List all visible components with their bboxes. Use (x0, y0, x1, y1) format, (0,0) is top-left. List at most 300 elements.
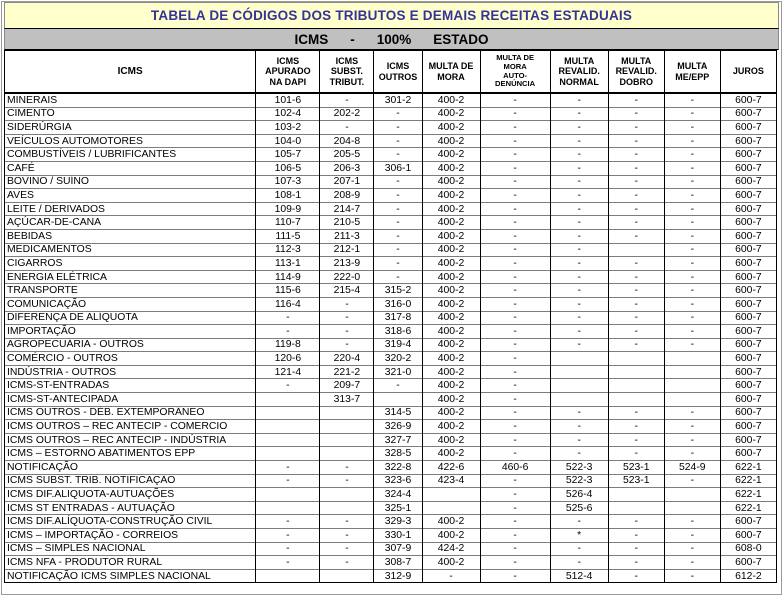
column-header-multa-revalid-dobro (608, 51, 664, 94)
code-cell (256, 501, 320, 515)
code-cell: 600-7 (720, 216, 776, 230)
code-cell: - (480, 93, 550, 107)
code-cell: - (550, 93, 608, 107)
table-row (5, 284, 777, 298)
code-cell: - (480, 352, 550, 366)
code-cell: 622-1 (720, 461, 776, 475)
code-cell: 220-4 (320, 352, 374, 366)
code-cell: 400-2 (422, 447, 480, 461)
code-cell: - (550, 189, 608, 203)
code-cell (608, 488, 664, 502)
code-cell: - (664, 297, 720, 311)
code-cell: - (256, 379, 320, 393)
code-cell: 103-2 (256, 121, 320, 135)
row-label: ICMS OUTROS – REC ANTECIP - INDÚSTRIA (5, 433, 256, 447)
column-header-line: NORMAL (559, 76, 599, 87)
table-row (5, 488, 777, 502)
codes-table (4, 50, 777, 583)
code-cell: - (480, 148, 550, 162)
column-header-line: ICMS (386, 61, 410, 72)
code-cell: - (608, 420, 664, 434)
code-cell: 214-7 (320, 202, 374, 216)
column-header-line: ICMS (276, 56, 300, 67)
code-cell: 306-1 (374, 161, 422, 175)
code-cell: 600-7 (720, 311, 776, 325)
table-row (5, 134, 777, 148)
code-cell: - (664, 433, 720, 447)
code-cell: - (608, 529, 664, 543)
code-cell (664, 501, 720, 515)
code-cell: - (480, 474, 550, 488)
code-cell: 512-4 (550, 569, 608, 583)
code-cell: - (320, 325, 374, 339)
code-cell: - (480, 393, 550, 407)
code-cell: - (320, 556, 374, 570)
code-cell: - (608, 175, 664, 189)
code-cell: - (664, 229, 720, 243)
code-cell: 400-2 (422, 311, 480, 325)
code-cell: - (374, 216, 422, 230)
code-cell: 202-2 (320, 107, 374, 121)
column-header-multa-revalid-normal (550, 51, 608, 94)
column-header-multa-de-mora-auto-denuncia (480, 51, 550, 94)
code-cell: - (608, 202, 664, 216)
code-cell: 106-5 (256, 161, 320, 175)
table-header (5, 51, 777, 94)
code-cell (608, 365, 664, 379)
table-row (5, 257, 777, 271)
code-cell: 318-6 (374, 325, 422, 339)
code-cell: - (550, 148, 608, 162)
code-cell: - (550, 556, 608, 570)
code-cell: 400-2 (422, 556, 480, 570)
code-cell: - (664, 121, 720, 135)
code-cell: 400-2 (422, 93, 480, 107)
code-cell: - (480, 189, 550, 203)
code-cell: - (480, 311, 550, 325)
code-cell: - (550, 202, 608, 216)
code-cell: 600-7 (720, 447, 776, 461)
code-cell (608, 243, 664, 257)
code-cell: 120-6 (256, 352, 320, 366)
code-cell: 110-7 (256, 216, 320, 230)
code-cell: - (664, 542, 720, 556)
code-cell: - (608, 161, 664, 175)
row-label: BOVINO / SUÍNO (5, 175, 256, 189)
code-cell: 400-2 (422, 529, 480, 543)
table-row (5, 311, 777, 325)
code-cell: 213-9 (320, 257, 374, 271)
code-cell: - (374, 229, 422, 243)
code-cell: - (374, 379, 422, 393)
code-cell: 523-1 (608, 461, 664, 475)
code-cell: - (608, 284, 664, 298)
code-cell: 600-7 (720, 161, 776, 175)
code-cell: - (664, 93, 720, 107)
table-row (5, 515, 777, 529)
code-cell: - (422, 569, 480, 583)
code-cell: 523-1 (608, 474, 664, 488)
code-cell: 321-0 (374, 365, 422, 379)
row-label: VEÍCULOS AUTOMOTORES (5, 134, 256, 148)
code-cell: - (480, 338, 550, 352)
code-cell: - (374, 257, 422, 271)
code-cell: 600-7 (720, 107, 776, 121)
code-cell: - (320, 311, 374, 325)
code-cell: 314-5 (374, 406, 422, 420)
code-cell: - (550, 297, 608, 311)
code-cell: 101-6 (256, 93, 320, 107)
column-header-line: ME/EPP (675, 71, 710, 82)
code-cell: 221-2 (320, 365, 374, 379)
code-cell (664, 393, 720, 407)
table-row (5, 556, 777, 570)
code-cell: 222-0 (320, 270, 374, 284)
subtitle-percent: 100% (376, 31, 412, 47)
column-header-juros (720, 51, 776, 94)
code-cell: - (374, 121, 422, 135)
code-cell: - (480, 297, 550, 311)
table-row (5, 447, 777, 461)
code-cell: - (550, 121, 608, 135)
code-cell (664, 365, 720, 379)
code-cell: - (550, 406, 608, 420)
row-label: MEDICAMENTOS (5, 243, 256, 257)
code-cell: - (550, 216, 608, 230)
code-cell: 313-7 (320, 393, 374, 407)
table-row (5, 379, 777, 393)
row-label: ICMS DIF.ALÍQUOTA-CONSTRUÇÃO CIVIL (5, 515, 256, 529)
row-label: ENERGIA ELÉTRICA (5, 270, 256, 284)
code-cell: 108-1 (256, 189, 320, 203)
code-cell: 205-5 (320, 148, 374, 162)
column-header-line: MULTA (564, 56, 595, 67)
table-row (5, 529, 777, 543)
code-cell: 209-7 (320, 379, 374, 393)
row-label: ICMS – IMPORTAÇÃO - CORREIOS (5, 529, 256, 543)
code-cell: 329-3 (374, 515, 422, 529)
code-cell: 600-7 (720, 352, 776, 366)
code-cell (256, 420, 320, 434)
code-cell: - (256, 556, 320, 570)
table-row (5, 474, 777, 488)
code-cell (664, 352, 720, 366)
code-cell: 316-0 (374, 297, 422, 311)
code-cell (256, 488, 320, 502)
code-cell (422, 501, 480, 515)
code-cell: - (480, 270, 550, 284)
column-header-line: SUBST. (330, 66, 363, 77)
code-cell (664, 379, 720, 393)
code-cell: - (480, 488, 550, 502)
row-label: AGROPECUÁRIA - OUTROS (5, 338, 256, 352)
code-cell (422, 488, 480, 502)
code-cell: 400-2 (422, 393, 480, 407)
code-cell: 600-7 (720, 433, 776, 447)
row-label: CAFÉ (5, 161, 256, 175)
code-cell: * (550, 529, 608, 543)
code-cell: - (664, 257, 720, 271)
subtitle-scope: ESTADO (433, 31, 489, 47)
row-label: ICMS DIF.ALIQUOTA-AUTUAÇÕES (5, 488, 256, 502)
code-cell: - (664, 216, 720, 230)
code-cell: - (480, 447, 550, 461)
code-cell: - (550, 311, 608, 325)
code-cell (374, 393, 422, 407)
subtitle-tax: ICMS (294, 31, 329, 47)
code-cell (550, 379, 608, 393)
code-cell: - (480, 202, 550, 216)
code-cell: 522-3 (550, 474, 608, 488)
code-cell: - (664, 325, 720, 339)
code-cell: - (550, 338, 608, 352)
code-cell: 328-5 (374, 447, 422, 461)
code-cell (320, 406, 374, 420)
row-label: SIDERÚRGIA (5, 121, 256, 135)
code-cell: - (480, 542, 550, 556)
code-cell: - (374, 270, 422, 284)
code-cell: 600-7 (720, 325, 776, 339)
code-cell: - (480, 121, 550, 135)
code-cell: 522-3 (550, 461, 608, 475)
code-cell: - (664, 270, 720, 284)
code-cell: 324-4 (374, 488, 422, 502)
code-cell: - (256, 529, 320, 543)
code-cell: 400-2 (422, 107, 480, 121)
row-label: ICMS NFA - PRODUTOR RURAL (5, 556, 256, 570)
code-cell: 307-9 (374, 542, 422, 556)
code-cell: - (480, 257, 550, 271)
code-cell: - (256, 325, 320, 339)
code-cell: - (480, 161, 550, 175)
code-cell: - (550, 542, 608, 556)
table-row (5, 297, 777, 311)
code-cell: 208-9 (320, 189, 374, 203)
column-header-line: NA DAPI (269, 76, 307, 87)
code-cell: - (320, 529, 374, 543)
code-cell: 115-6 (256, 284, 320, 298)
code-cell: - (664, 189, 720, 203)
code-cell: - (664, 148, 720, 162)
code-cell: 600-7 (720, 556, 776, 570)
column-header-line: MULTA (621, 56, 652, 67)
column-header-line: APURADO (265, 66, 311, 77)
code-cell: - (608, 447, 664, 461)
subtitle-dash: - (350, 31, 355, 47)
code-cell: - (550, 134, 608, 148)
row-label: NOTIFICAÇÃO ICMS SIMPLES NACIONAL (5, 569, 256, 583)
code-cell (320, 488, 374, 502)
code-cell (256, 393, 320, 407)
code-cell: 207-1 (320, 175, 374, 189)
code-cell: 525-6 (550, 501, 608, 515)
code-cell: - (664, 107, 720, 121)
table-row (5, 202, 777, 216)
code-cell: 317-8 (374, 311, 422, 325)
code-cell: 600-7 (720, 270, 776, 284)
code-cell: 107-3 (256, 175, 320, 189)
code-cell: 315-2 (374, 284, 422, 298)
code-cell: 600-7 (720, 297, 776, 311)
code-cell (550, 365, 608, 379)
code-cell: 400-2 (422, 134, 480, 148)
code-cell: - (480, 379, 550, 393)
code-cell: - (550, 325, 608, 339)
code-cell: - (550, 433, 608, 447)
code-cell: - (608, 216, 664, 230)
code-cell: - (256, 311, 320, 325)
code-cell: - (480, 501, 550, 515)
code-cell: 211-3 (320, 229, 374, 243)
code-cell: - (608, 542, 664, 556)
code-cell: 400-2 (422, 420, 480, 434)
code-cell: 608-0 (720, 542, 776, 556)
row-label: CIMENTO (5, 107, 256, 121)
code-cell: 600-7 (720, 393, 776, 407)
row-label: ICMS-ST-ANTECIPADA (5, 393, 256, 407)
code-cell: - (374, 107, 422, 121)
code-cell: 109-9 (256, 202, 320, 216)
subtitle-bar (4, 29, 779, 50)
code-cell (256, 406, 320, 420)
code-cell: 308-7 (374, 556, 422, 570)
code-cell: - (320, 542, 374, 556)
code-cell: - (480, 243, 550, 257)
row-label: CIGARROS (5, 257, 256, 271)
row-label: NOTIFICAÇÃO (5, 461, 256, 475)
code-cell: - (608, 338, 664, 352)
table-row (5, 107, 777, 121)
code-cell: 612-2 (720, 569, 776, 583)
column-header-icms-subst-tribut (320, 51, 374, 94)
code-cell: 622-1 (720, 474, 776, 488)
code-cell: - (480, 406, 550, 420)
code-cell: - (480, 420, 550, 434)
column-header-line: MORA (437, 71, 465, 82)
code-cell: 400-2 (422, 433, 480, 447)
code-cell: - (374, 134, 422, 148)
code-cell: 301-2 (374, 93, 422, 107)
code-cell (664, 488, 720, 502)
code-cell: - (256, 461, 320, 475)
code-cell: 600-7 (720, 529, 776, 543)
code-cell: 600-7 (720, 257, 776, 271)
column-header-line: ICMS (117, 65, 143, 77)
table-row (5, 229, 777, 243)
table-row (5, 161, 777, 175)
code-cell: - (608, 297, 664, 311)
code-cell: 206-3 (320, 161, 374, 175)
code-cell: 326-9 (374, 420, 422, 434)
code-cell: 600-7 (720, 379, 776, 393)
code-cell (608, 352, 664, 366)
code-cell: - (320, 515, 374, 529)
code-cell: 105-7 (256, 148, 320, 162)
table-body (5, 93, 777, 583)
code-cell: 204-8 (320, 134, 374, 148)
code-cell: 212-1 (320, 243, 374, 257)
row-label: ICMS SUBST. TRIB. NOTIFICAÇÃO (5, 474, 256, 488)
row-label: DIFERENÇA DE ALÍQUOTA (5, 311, 256, 325)
code-cell: 330-1 (374, 529, 422, 543)
column-header-line: REVALID. (558, 66, 600, 77)
code-cell: 323-6 (374, 474, 422, 488)
table-row (5, 93, 777, 107)
code-cell: 319-4 (374, 338, 422, 352)
table-row (5, 406, 777, 420)
code-cell: 400-2 (422, 379, 480, 393)
code-cell: 600-7 (720, 406, 776, 420)
code-cell: 400-2 (422, 121, 480, 135)
code-cell (320, 447, 374, 461)
code-cell: 312-9 (374, 569, 422, 583)
code-cell: - (608, 229, 664, 243)
column-header-line: DENÚNCIA (495, 79, 536, 89)
column-header-line: DOBRO (619, 76, 653, 87)
code-cell: - (550, 515, 608, 529)
table-row (5, 461, 777, 475)
code-cell: - (608, 556, 664, 570)
code-cell (320, 420, 374, 434)
code-cell: - (374, 243, 422, 257)
column-header-line: ICMS (335, 56, 359, 67)
code-cell: - (608, 189, 664, 203)
code-cell: - (608, 311, 664, 325)
row-label: ICMS – ESTORNO ABATIMENTOS EPP (5, 447, 256, 461)
code-cell: 400-2 (422, 515, 480, 529)
table-row (5, 325, 777, 339)
code-cell: 400-2 (422, 325, 480, 339)
code-cell: - (664, 161, 720, 175)
code-cell: 600-7 (720, 338, 776, 352)
code-cell: - (480, 229, 550, 243)
column-header-line: MORA (503, 61, 527, 71)
row-label: INDÚSTRIA - OUTROS (5, 365, 256, 379)
code-cell: - (320, 461, 374, 475)
table-row (5, 352, 777, 366)
table-row (5, 338, 777, 352)
code-cell: - (374, 202, 422, 216)
code-cell: 400-2 (422, 243, 480, 257)
column-header-line: MULTA (677, 61, 708, 72)
code-cell (256, 569, 320, 583)
code-cell: 400-2 (422, 161, 480, 175)
code-cell: - (664, 338, 720, 352)
column-header-line: JUROS (732, 66, 764, 77)
code-cell: - (256, 474, 320, 488)
code-cell: 114-9 (256, 270, 320, 284)
row-label: ICMS – SIMPLES NACIONAL (5, 542, 256, 556)
code-cell: 400-2 (422, 189, 480, 203)
code-cell: - (480, 515, 550, 529)
code-cell: - (664, 134, 720, 148)
code-cell: 600-7 (720, 243, 776, 257)
code-cell: - (664, 556, 720, 570)
code-cell: 600-7 (720, 148, 776, 162)
code-cell: - (374, 175, 422, 189)
code-cell: - (664, 529, 720, 543)
code-cell: - (664, 474, 720, 488)
code-cell: 400-2 (422, 175, 480, 189)
code-cell: 215-4 (320, 284, 374, 298)
code-cell: - (480, 284, 550, 298)
row-label: MINERAIS (5, 93, 256, 107)
table-row (5, 121, 777, 135)
code-cell: 600-7 (720, 134, 776, 148)
code-cell: 119-8 (256, 338, 320, 352)
code-cell: - (608, 270, 664, 284)
code-cell: - (664, 284, 720, 298)
